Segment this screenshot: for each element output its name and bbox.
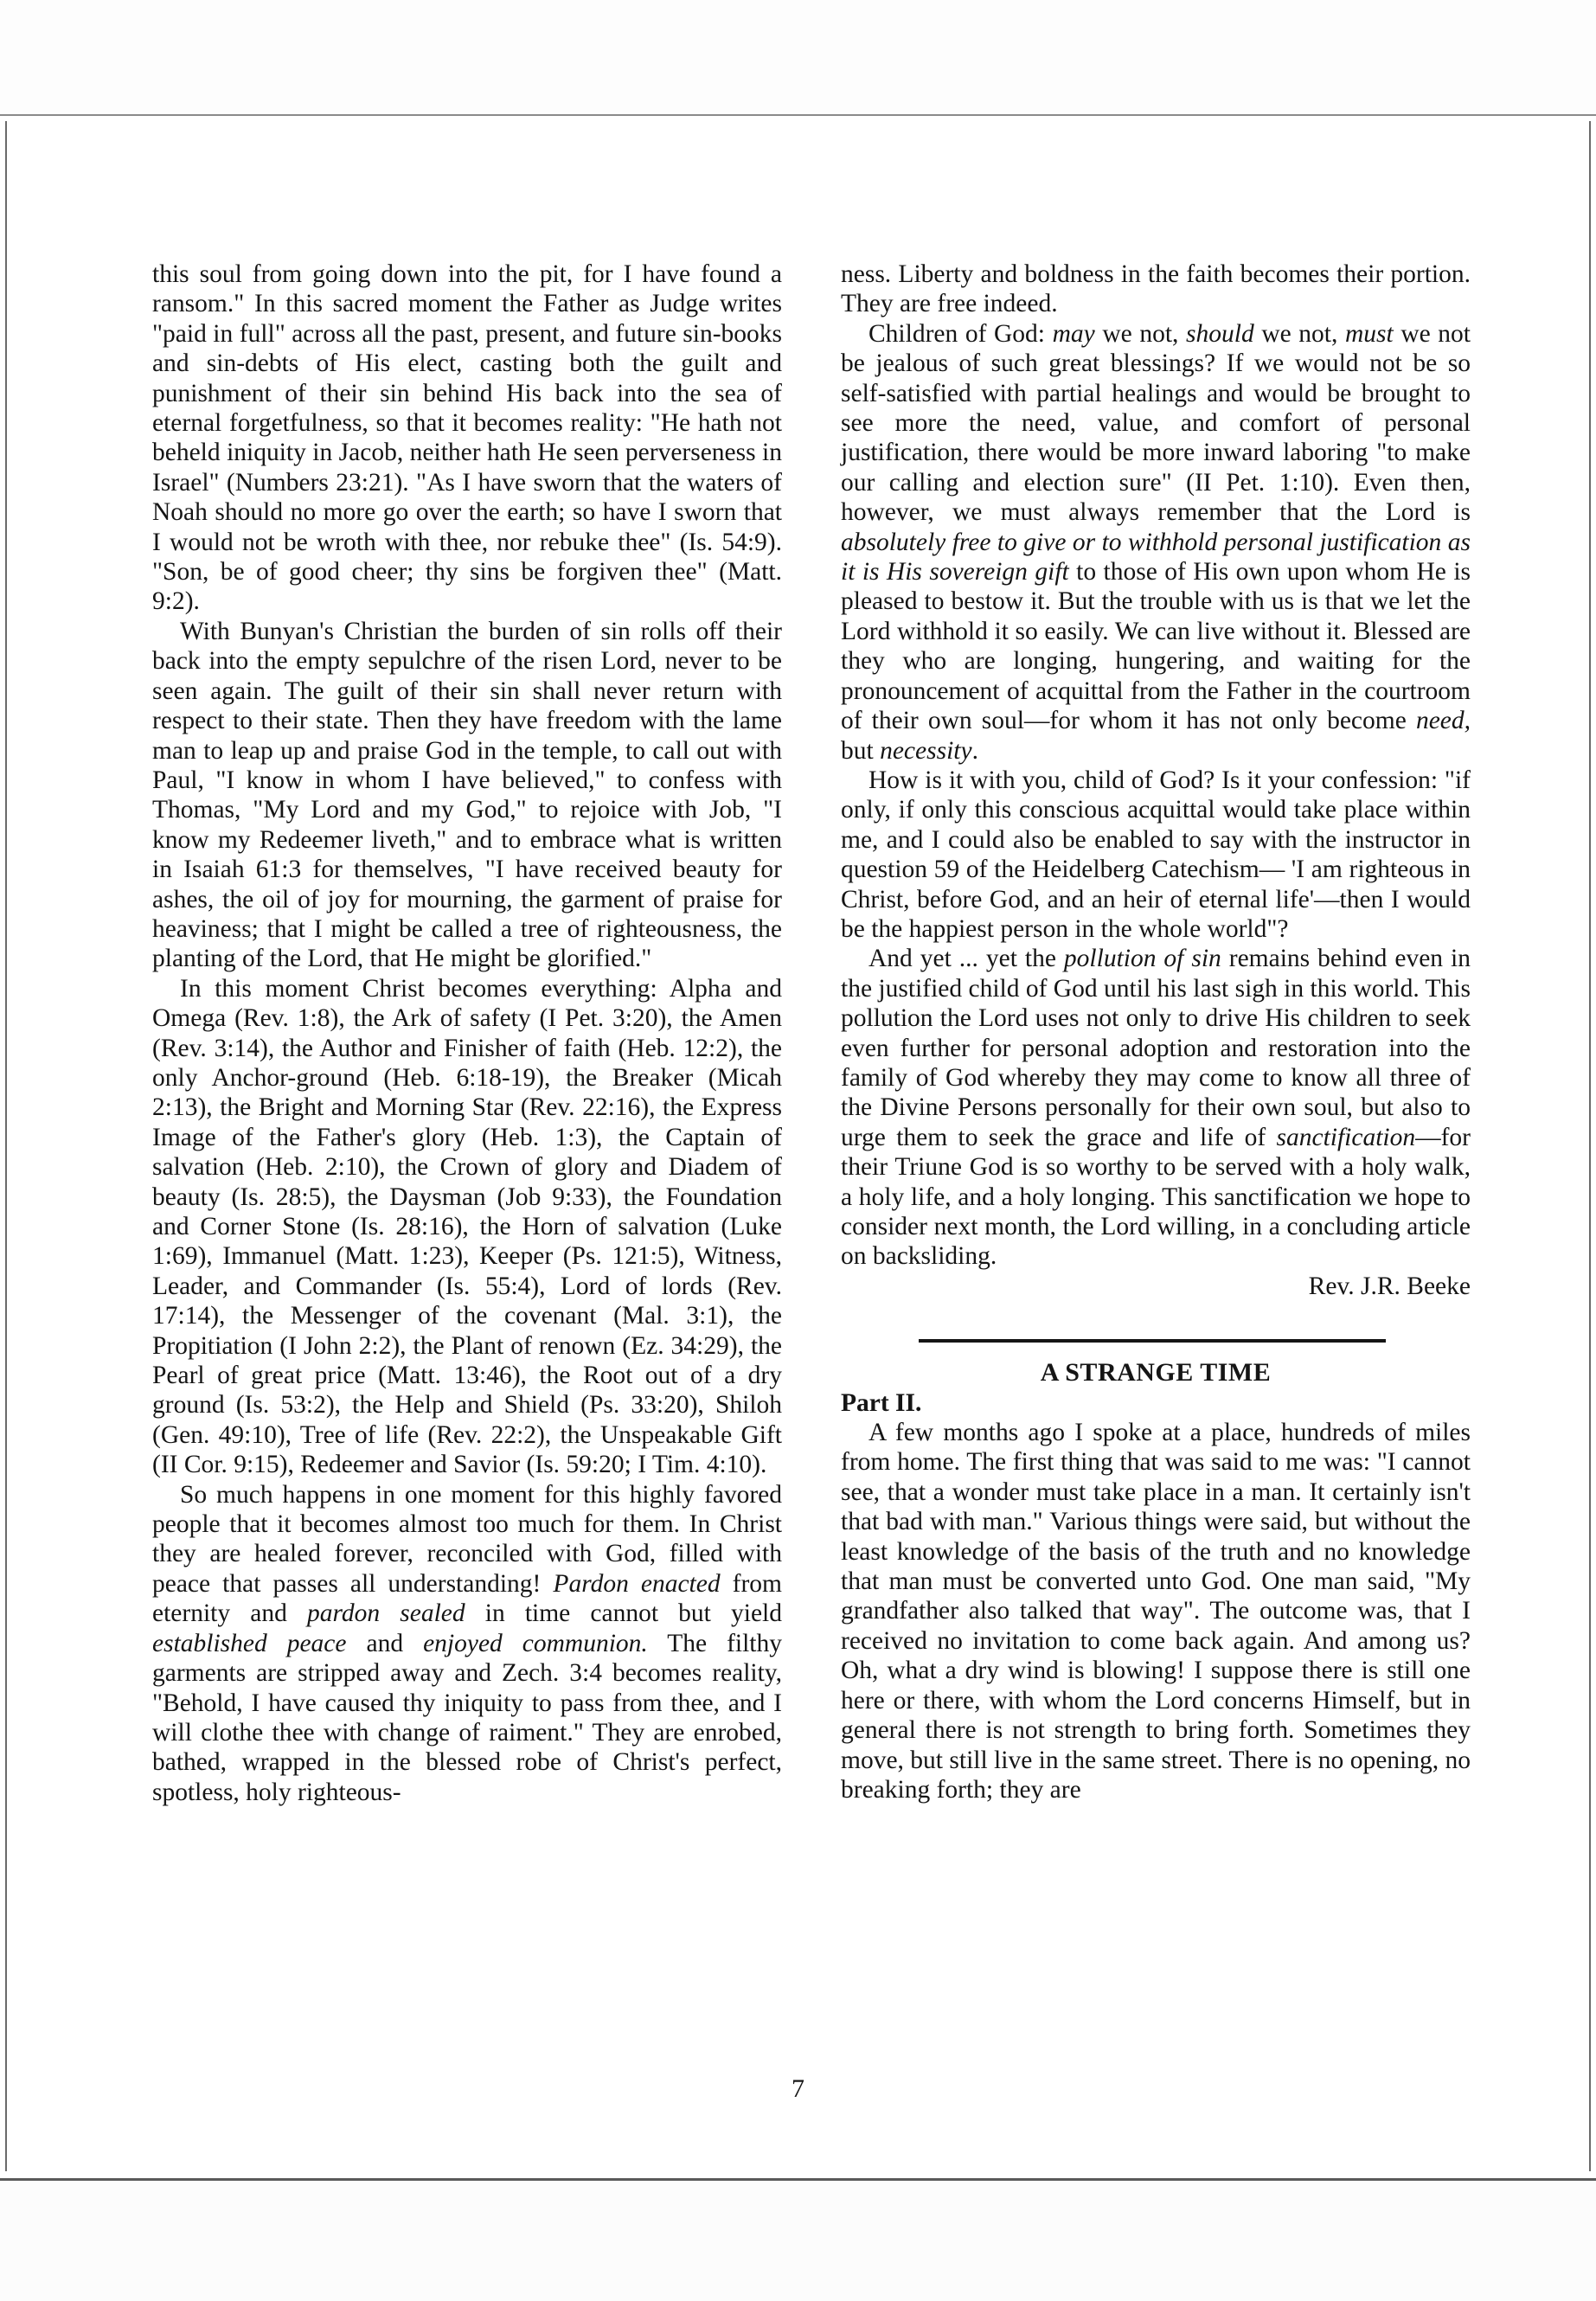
emphasis: necessity [880, 736, 972, 765]
emphasis: pollution of sin [1063, 945, 1221, 973]
text-run: we not, [1253, 319, 1345, 348]
text-run: —for their Triune God is so worthy to be served with a holy walk, a holy life, and a holy longing. This sanctification we hope to consider next month, the Lord willing, in a concluding article on backsliding. [841, 1123, 1471, 1271]
left-column [152, 260, 782, 1807]
scan-margin-bottom [0, 2181, 1596, 2301]
paragraph [841, 944, 1471, 1271]
paragraph: With Bunyan's Christian the burden of sin rolls off their back into the empty sepulchre of the risen Lord, never to be seen again. The guilt of their sin shall never return with respect to their state. Then they have freedom with the lame man to leap up and praise God in the temple, to call out with Paul, "I know in whom I have believed," to confess with Thomas, "My Lord and my God," to rejoice with Job, "I know my Redeemer liveth," and to embrace what is written in Isaiah 61:3 for themselves, "I have received beauty for ashes, the oil of joy for mourning, the garment of praise for heaviness; that I might be called a tree of righteousness, the planting of the Lord, that He might be glorified." [152, 617, 782, 973]
page-number: 7 [792, 2074, 804, 2103]
text-run: . [971, 736, 978, 765]
emphasis: may [1052, 319, 1095, 348]
emphasis: pardon sealed [306, 1599, 465, 1628]
paragraph: In this moment Christ becomes everything: Alpha and Omega (Rev. 1:8), the Ark of safety (I Pet. 3:20), the Amen (Rev. 3:14), the Author and Finisher of faith (Heb. 12:2), the only Anchor-ground (Heb. 6:18-19), the Breaker (Micah 2:13), the Bright and Morning Star (Rev. 22:16), the Express Image of the Father's glory (Heb. 1:3), the Captain of salvation (Heb. 2:10), the Crown of glory and Diadem of beauty (Is. 28:5), the Daysman (Job 9:33), the Foundation and Corner Stone (Is. 28:16), the Horn of salvation (Luke 1:69), Immanuel (Matt. 1:23), Keeper (Ps. 121:5), Witness, Leader, and Commander (Is. 55:4), Lord of lords (Rev. 17:14), the Messenger of the covenant (Mal. 3:1), the Propitiation (I John 2:2), the Plant of renown (Ez. 34:29), the Pearl of great price (Matt. 13:46), the Root out of a dry ground (Is. 53:2), the Help and Shield (Ps. 33:20), Shiloh (Gen. 49:10), Tree of life (Rev. 22:2), the Unspeakable Gift (II Cor. 9:15), Redeemer and Savior (Is. 59:20; I Tim. 4:10). [152, 974, 782, 1479]
emphasis: must [1344, 319, 1394, 348]
paragraph: A few months ago I spoke at a place, hundreds of miles from home. The first thing that was said to me was: "I cannot see, that a wonder must take place in a man. It certainly isn't that bad with man." Various things were said, but without the least knowledge of the basis of the truth and no knowledge that man must be converted unto God. One man said, "My grandfather also talked that way". The outcome was, that I received no invitation to come back again. And among us? Oh, what a dry wind is blowing! I suppose there is still one here or there, with whom the Lord concerns Himself, but in general there is not strength to bring forth. Sometimes they move, but still live in the same street. There is no opening, no breaking forth; they are [841, 1419, 1471, 1804]
scan-margin-top [0, 0, 1596, 112]
text-run: So much happens in one moment for this highly favored people that it becomes almost too much for them. In Christ they are healed forever, reconciled with God, filled with peace that passes all understanding! [152, 1480, 782, 1598]
part-label: Part II. [841, 1388, 922, 1417]
page-edge-right [1589, 121, 1591, 2171]
text-run: but [841, 736, 881, 765]
text-run: from eternity and [152, 1569, 782, 1628]
page-edge-top [0, 114, 1596, 116]
text-run: to those of His own upon whom He is pleased to bestow it. But the trouble with us is that we let the Lord withhold it so easily. We can live without it. Blessed are they who are longing, hungering, and waiting for the pronouncement of acquittal from the Father in the courtroom of their own soul—for whom it has not only become [841, 558, 1471, 735]
author-signature: Rev. J.R. Beeke [1308, 1272, 1471, 1300]
text-run: The filthy garments are stripped away and Zech. 3:4 becomes reality, "Behold, I have caused thy iniquity to pass from thee, and I will clothe thee with change of raiment." They are enrobed, bathed, wrapped in the blessed robe of Christ's perfect, spotless, holy righteous- [152, 1629, 782, 1806]
text-run: and [346, 1629, 424, 1657]
emphasis: need, [1415, 707, 1471, 735]
paragraph: How is it with you, child of God? Is it your confession: "if only, if only this conscious acquittal would take place within me, and I could also be enabled to say with the instructor in question 59 of the Heidelberg Catechism— 'I am righteous in Christ, before God, and an heir of eternal life'—then I would be the happiest person in the whole world"? [841, 766, 1471, 943]
paragraph [152, 1480, 782, 1807]
text-run: Children of God: [869, 319, 1053, 348]
paragraph: this soul from going down into the pit, for I have found a ransom." In this sacred moment the Father as Judge writes "paid in full" across all the past, present, and future sin-books and sin-debts of His elect, casting both the guilt and punishment of their sin behind His back into the sea of eternal forgetfulness, so that it becomes reality: "He hath not beheld iniquity in Jacob, neither hath He seen perverseness in Israel" (Numbers 23:21). "As I have sworn that the waters of Noah should no more go over the earth; so have I sworn that I would not be wroth with thee, nor rebuke thee" (Is. 54:9). "Son, be of good cheer; thy sins be forgiven thee" (Matt. 9:2). [152, 260, 782, 616]
article-title: A STRANGE TIME [1040, 1358, 1272, 1388]
text-run: we not be jealous of such great blessings? If we would not be so self-satisfied with partial healings and would be brought to see more the need, value, and comfort of personal justification, there would be more inward laboring "to make our calling and election sure" (II Pet. 1:10). Even then, however, we must always remember that the Lord is [841, 319, 1471, 527]
emphasis: established peace [152, 1629, 347, 1657]
text-run: in time cannot but yield [465, 1599, 782, 1628]
emphasis: sanctification [1276, 1123, 1416, 1151]
emphasis: absolutely free to give or to withhold personal justification as it is His sovereign gift [841, 528, 1471, 586]
paragraph: ness. Liberty and boldness in the faith becomes their portion. They are free indeed. [841, 260, 1471, 318]
right-column [841, 260, 1471, 1804]
text-run: we not, [1094, 319, 1187, 348]
paragraph [841, 319, 1471, 766]
emphasis: should [1186, 319, 1254, 348]
text-run: remains behind even in the justified child of God until his last sigh in this world. This pollution the Lord uses not only to drive His children to seek even further for personal adoption and restoration into the family of God whereby they may come to know all three of the Divine Persons personally for their own soul, but also to urge them to seek the grace and life of [841, 945, 1471, 1151]
section-divider [919, 1339, 1386, 1343]
page-edge-left [5, 121, 7, 2171]
emphasis: enjoyed communion. [423, 1629, 648, 1657]
text-run: And yet ... yet the [869, 945, 1064, 973]
emphasis: Pardon enacted [553, 1569, 721, 1598]
